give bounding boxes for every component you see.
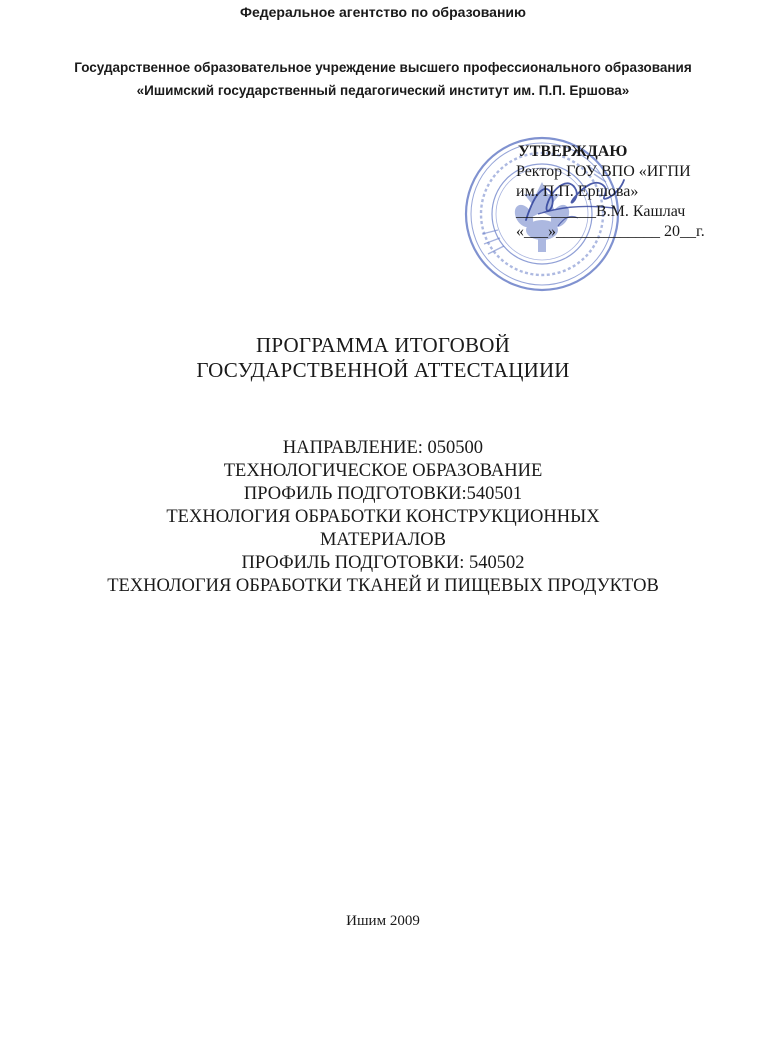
- profile-2-code: ПРОФИЛЬ ПОДГОТОВКИ: 540502: [241, 553, 525, 573]
- program-title: [0, 333, 766, 383]
- approval-block: [516, 142, 716, 242]
- approval-rector: Ректор ГОУ ВПО «ИГПИ: [516, 163, 691, 180]
- profile-1-name-part-1: ТЕХНОЛОГИЯ ОБРАБОТКИ КОНСТРУКЦИОННЫХ: [166, 507, 600, 527]
- direction-code: НАПРАВЛЕНИЕ: 050500: [282, 438, 484, 458]
- institution-name: [0, 56, 766, 102]
- direction-name: ТЕХНОЛОГИЧЕСКОЕ ОБРАЗОВАНИЕ: [223, 461, 543, 481]
- program-title-line-1: ПРОГРАММА ИТОГОВОЙ: [256, 333, 510, 357]
- institution-line-2: «Ишимский государственный педагогический институт им. П.П. Ершова»: [136, 83, 630, 98]
- approval-signature-line: __________В.М. Кашлач: [516, 203, 686, 220]
- approval-title: УТВЕРЖДАЮ: [518, 143, 628, 160]
- approval-date-line: «___»_____________ 20__г.: [516, 223, 705, 240]
- profile-2-name: ТЕХНОЛОГИЯ ОБРАБОТКИ ТКАНЕЙ И ПИЩЕВЫХ ПРОДУКТОВ: [107, 576, 659, 596]
- institution-line-1: Государственное образовательное учреждение высшего профессионального образования: [74, 60, 692, 75]
- direction-block: [0, 437, 766, 598]
- approval-institute: им. П.П. Ершова»: [516, 183, 639, 200]
- profile-1-name-part-2: МАТЕРИАЛОВ: [319, 530, 447, 550]
- agency-name: Федеральное агентство по образованию: [240, 4, 526, 20]
- place-year: Ишим 2009: [346, 913, 420, 929]
- program-title-line-2: ГОСУДАРСТВЕННОЙ АТТЕСТАЦИИИ: [196, 358, 570, 382]
- profile-1-code: ПРОФИЛЬ ПОДГОТОВКИ:540501: [243, 484, 523, 504]
